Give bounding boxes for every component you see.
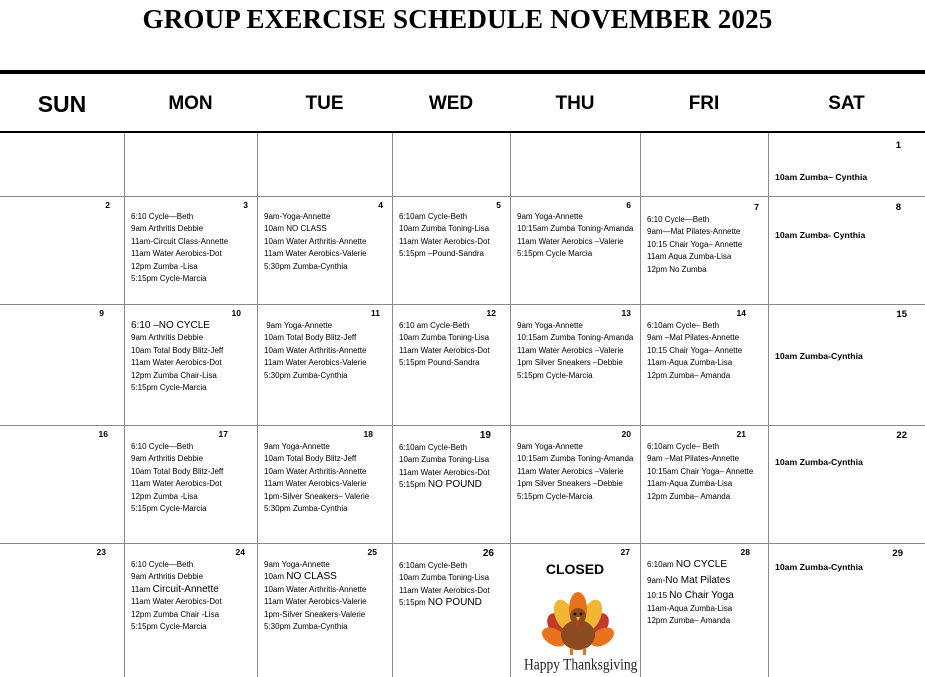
- class-entry: 9am Arthritis Debbie: [131, 224, 204, 234]
- class-time: 10am: [264, 572, 287, 582]
- day-cell-26: [392, 543, 510, 677]
- day-header-thu: THU: [555, 93, 595, 114]
- class-entry-cancelled: [647, 575, 734, 588]
- class-entry: 10am NO CLASS: [264, 224, 327, 234]
- class-entry: 9am –Mat Pilates-Annette: [647, 333, 740, 343]
- class-entry: 5:30pm Zumba-Cynthia: [264, 261, 348, 271]
- day-number: 19: [479, 430, 491, 441]
- class-entry: 10:15am Zumba Toning-Amanda: [517, 333, 634, 343]
- class-entry: 11am Water Aerobics-Valerie: [264, 249, 367, 259]
- turkey-icon: [518, 589, 638, 659]
- day-number: 21: [736, 429, 746, 439]
- day-cell-13: [510, 304, 640, 425]
- day-number: 9: [99, 308, 104, 318]
- class-entry: 10am Zumba-Cynthia: [775, 351, 863, 361]
- class-entry: 6:10 Cycle—Beth: [131, 212, 194, 221]
- class-entry: 5:15pm Cycle-Marcia: [131, 274, 207, 284]
- day-number: 15: [896, 309, 907, 320]
- class-time: 5:15pm: [399, 598, 428, 608]
- class-list: [399, 320, 490, 370]
- class-entry: 10am Zumba Toning-Lisa: [399, 573, 490, 583]
- class-entry: 5:15pm Cycle-Marcia: [517, 491, 593, 501]
- class-list: [131, 441, 223, 515]
- class-entry: 5:30pm Zumba-Cynthia: [264, 622, 348, 632]
- class-list: [399, 211, 490, 261]
- day-cell-22: [768, 425, 925, 543]
- class-list: [647, 441, 753, 503]
- class-entry: 11am-Aqua Zumba-Lisa: [647, 479, 733, 489]
- class-time: 10:15: [647, 591, 670, 601]
- class-entry: 10am Total Body Blitz-Jeff: [264, 333, 357, 343]
- class-entry: 6:10 Cycle—Beth: [131, 442, 194, 451]
- class-entry: 10am Water Arthritis-Annette: [264, 466, 367, 476]
- day-number: 7: [754, 202, 759, 212]
- closed-notice: CLOSED: [545, 561, 605, 577]
- class-entry: 5:15pm Cycle-Marcia: [131, 383, 207, 393]
- day-number: 12: [486, 308, 496, 318]
- class-entry: 9am Arthritis Debbie: [131, 572, 204, 582]
- class-list: [131, 320, 223, 394]
- class-entry: 5:15pm Cycle-Marcia: [517, 370, 593, 380]
- class-entry: 9am Yoga-Annette: [517, 212, 583, 221]
- class-list: [264, 211, 367, 273]
- class-entry: 6:10 Cycle—Beth: [131, 560, 194, 569]
- day-number: 3: [243, 200, 248, 210]
- day-cell-9: [0, 304, 124, 425]
- class-entry: 10am Zumba-Cynthia: [775, 457, 863, 467]
- class-entry: 11am Water Aerobics –Valerie: [517, 236, 624, 246]
- cancel-notice: NO POUND: [427, 479, 482, 491]
- class-entry: 10am Total Body Blitz-Jeff: [131, 466, 224, 476]
- class-list: [399, 442, 490, 492]
- class-entry: 11am Aqua Zumba-Lisa: [647, 252, 732, 262]
- day-cell-14: [640, 304, 768, 425]
- class-list: [131, 211, 228, 285]
- day-cell-18: [257, 425, 392, 543]
- day-cell-6: [510, 196, 640, 304]
- class-entry: 12pm Zumba -Lisa: [131, 261, 198, 271]
- class-entry: 11am-Aqua Zumba-Lisa: [647, 358, 733, 368]
- class-list: [517, 441, 633, 503]
- class-entry: 5:30pm Zumba-Cynthia: [264, 370, 348, 380]
- day-cell-15: [768, 304, 925, 425]
- class-entry: 9am Yoga-Annette: [264, 560, 330, 569]
- class-entry-cancelled: [647, 590, 734, 603]
- class-list: [264, 441, 369, 515]
- class-entry: 11am Water Aerobics-Dot: [131, 358, 222, 368]
- day-number: 2: [105, 200, 110, 210]
- class-entry: 10am Water Arthritis-Annette: [264, 345, 367, 355]
- class-list: [647, 214, 742, 276]
- day-header-sun: SUN: [37, 91, 87, 117]
- class-entry: 5:15pm Cycle Marcia: [517, 249, 593, 259]
- class-entry-cancelled: [647, 559, 734, 572]
- class-entry: 9am Arthritis Debbie: [131, 333, 204, 343]
- class-entry: 11am Water Aerobics-Dot: [399, 345, 490, 355]
- class-entry: 10am Zumba-Cynthia: [775, 562, 863, 572]
- class-entry: 11am-Circuit Class-Annette: [131, 236, 229, 246]
- day-number: 29: [892, 548, 903, 559]
- class-entry-cancelled: [264, 571, 367, 583]
- class-entry: 12pm Zumba Chair -Lisa: [131, 609, 220, 619]
- day-cell-20: [510, 425, 640, 543]
- day-cell-2: [0, 196, 124, 304]
- class-entry: 6:10am Cycle-Beth: [399, 443, 468, 452]
- class-entry-cancelled: [399, 597, 490, 609]
- day-cell-7: [640, 196, 768, 304]
- class-entry: 11am Water Aerobics-Dot: [399, 585, 490, 595]
- cancel-notice: No Mat Pilates: [665, 574, 731, 586]
- day-cell-19: [392, 425, 510, 543]
- class-entry: 10am Water Arthritis-Annette: [264, 584, 367, 594]
- class-list: [517, 211, 633, 261]
- class-entry: 9am –Mat Pilates-Annette: [647, 454, 740, 464]
- class-entry: 10am Zumba Toning-Lisa: [399, 224, 490, 234]
- day-cell-27: [510, 543, 640, 677]
- class-entry: 10am Zumba– Cynthia: [775, 172, 868, 182]
- class-entry: 6:10am Cycle– Beth: [647, 442, 720, 451]
- class-entry: 9am—Mat Pilates-Annette: [647, 227, 741, 237]
- class-entry: 12pm No Zumba: [647, 264, 707, 274]
- class-entry: 10am Total Body Blitz-Jeff: [264, 454, 357, 464]
- class-entry: 9am Yoga-Annette: [264, 321, 333, 330]
- class-entry: 9am-Yoga-Annette: [264, 212, 331, 221]
- day-number: 14: [736, 308, 746, 318]
- day-header-wed: WED: [428, 93, 474, 114]
- class-time: 11am: [131, 584, 153, 594]
- class-entry: 11am Water Aerobics-Valerie: [264, 597, 367, 607]
- day-number: 13: [621, 308, 631, 318]
- class-entry-cancelled: [399, 479, 490, 491]
- class-entry: 10am Water Arthritis-Annette: [264, 236, 367, 246]
- cancel-notice: NO CYCLE: [675, 559, 728, 570]
- class-list: [264, 559, 367, 633]
- day-cell-12: [392, 304, 510, 425]
- day-cell-8: [768, 196, 925, 304]
- day-number: 17: [218, 429, 228, 439]
- class-entry: 10am Zumba- Cynthia: [775, 230, 866, 240]
- class-entry: 12pm Zumba -Lisa: [131, 491, 198, 501]
- class-list: [399, 560, 490, 610]
- class-list: [647, 320, 742, 382]
- day-number: 18: [363, 429, 373, 439]
- class-entry: 10:15 Chair Yoga– Annette: [647, 239, 743, 249]
- day-cell-25: [257, 543, 392, 677]
- class-list: [647, 559, 734, 628]
- class-entry: 6:10 am Cycle-Beth: [399, 321, 470, 330]
- class-entry: [131, 584, 222, 596]
- class-entry: 10am Total Body Blitz-Jeff: [131, 345, 224, 355]
- class-entry: 6:10am Cycle-Beth: [399, 212, 468, 221]
- day-cell-23: [0, 543, 124, 677]
- class-entry: 6:10am Cycle-Beth: [399, 561, 468, 570]
- day-number: 10: [231, 308, 241, 318]
- class-entry: 10am Zumba Toning-Lisa: [399, 333, 490, 343]
- day-cell-29: [768, 543, 925, 677]
- class-entry: 10am Zumba Toning-Lisa: [399, 455, 490, 465]
- class-entry: 12pm Zumba– Amanda: [647, 370, 731, 380]
- class-entry: 6:10am Cycle– Beth: [647, 321, 720, 330]
- day-cell-1: [768, 133, 925, 196]
- day-header-sat: SAT: [828, 93, 865, 114]
- cancel-notice: NO POUND: [427, 597, 482, 609]
- class-time: 9am-: [647, 575, 666, 585]
- class-entry: 9am Yoga-Annette: [264, 442, 330, 451]
- class-entry-cancelled: 6:10 –NO CYCLE: [131, 320, 210, 331]
- day-number: 25: [367, 547, 377, 557]
- class-entry: 6:10 Cycle—Beth: [647, 215, 710, 224]
- day-cell-17: [124, 425, 257, 543]
- class-entry: 9am Yoga-Annette: [517, 321, 583, 330]
- day-cell-28: [640, 543, 768, 677]
- day-number: 23: [96, 547, 106, 557]
- class-list: [264, 320, 367, 382]
- class-entry: 1pm-Silver Sneakers– Valerie: [264, 491, 370, 501]
- class-name: Circuit-Annette: [152, 583, 219, 595]
- day-number: 4: [378, 200, 383, 210]
- header-top-rule: [0, 70, 925, 74]
- day-number: 20: [621, 429, 631, 439]
- day-number: 22: [896, 430, 907, 441]
- day-cell-4: [257, 196, 392, 304]
- class-entry: 10:15am Chair Yoga– Annette: [647, 466, 754, 476]
- class-entry: 11am-Aqua Zumba-Lisa: [647, 603, 733, 613]
- day-number: 1: [895, 140, 901, 151]
- class-entry: 9am Arthritis Debbie: [131, 454, 204, 464]
- day-cell-24: [124, 543, 257, 677]
- class-entry: 12pm Zumba Chair-Lisa: [131, 370, 217, 380]
- class-list: [517, 320, 633, 382]
- class-entry: 11am Water Aerobics-Valerie: [264, 479, 367, 489]
- day-number: 26: [482, 548, 494, 559]
- class-entry: 11am Water Aerobics-Dot: [399, 467, 490, 477]
- class-entry: 5:30pm Zumba-Cynthia: [264, 504, 348, 514]
- class-entry: 11am Water Aerobics-Dot: [131, 597, 222, 607]
- cancel-notice: NO CLASS: [286, 571, 337, 583]
- day-cell-21: [640, 425, 768, 543]
- class-entry: 1pm Silver Sneakers –Debbie: [517, 358, 623, 368]
- day-header-mon: MON: [168, 93, 213, 114]
- day-number: 28: [740, 547, 750, 557]
- day-header-tue: TUE: [305, 93, 344, 114]
- day-number: 8: [895, 202, 901, 213]
- class-entry: 1pm Silver Sneakers –Debbie: [517, 479, 623, 489]
- class-entry: 11am Water Aerobics –Valerie: [517, 345, 624, 355]
- class-entry: 5:15pm Pound-Sandra: [399, 358, 480, 368]
- page-title: GROUP EXERCISE SCHEDULE NOVEMBER 2025: [142, 4, 773, 34]
- class-entry: 11am Water Aerobics-Valerie: [264, 358, 367, 368]
- day-header-fri: FRI: [688, 93, 720, 114]
- class-list: [131, 559, 222, 633]
- class-entry: 5:15pm Cycle-Marcia: [131, 504, 207, 514]
- happy-thanksgiving-caption: Happy Thanksgiving: [524, 655, 638, 674]
- day-number: 16: [98, 429, 108, 439]
- class-entry: 5:15pm –Pound-Sandra: [399, 249, 484, 259]
- class-entry: 11am Water Aerobics-Dot: [131, 249, 222, 259]
- class-entry: 11am Water Aerobics-Dot: [399, 236, 490, 246]
- day-number: 6: [626, 200, 631, 210]
- class-entry: 10:15 Chair Yoga– Annette: [647, 345, 743, 355]
- class-entry: 12pm Zumba– Amanda: [647, 616, 731, 626]
- class-time: 6:10am: [647, 560, 676, 569]
- thanksgiving-turkey-image: [518, 589, 638, 675]
- class-entry: 10:15am Zumba Toning-Amanda: [517, 454, 634, 464]
- class-entry: 10:15am Zumba Toning-Amanda: [517, 224, 634, 234]
- class-time: 5:15pm: [399, 480, 428, 490]
- class-entry: 5:15pm Cycle-Marcia: [131, 622, 207, 632]
- cancel-notice: No Chair Yoga: [669, 590, 734, 602]
- class-entry: 11am Water Aerobics-Dot: [131, 479, 222, 489]
- day-number: 5: [496, 200, 501, 210]
- class-entry: 11am Water Aerobics –Valerie: [517, 466, 624, 476]
- day-cell-10: [124, 304, 257, 425]
- day-number: 27: [620, 547, 630, 557]
- day-cell-16: [0, 425, 124, 543]
- day-cell-11: [257, 304, 392, 425]
- class-entry: 9am Yoga-Annette: [517, 442, 583, 451]
- day-cell-5: [392, 196, 510, 304]
- day-number: 24: [235, 547, 245, 557]
- class-entry: 12pm Zumba– Amanda: [647, 491, 731, 501]
- day-cell-3: [124, 196, 257, 304]
- class-entry: 1pm-Silver Sneakers-Valerie: [264, 609, 366, 619]
- day-number: 11: [371, 308, 380, 318]
